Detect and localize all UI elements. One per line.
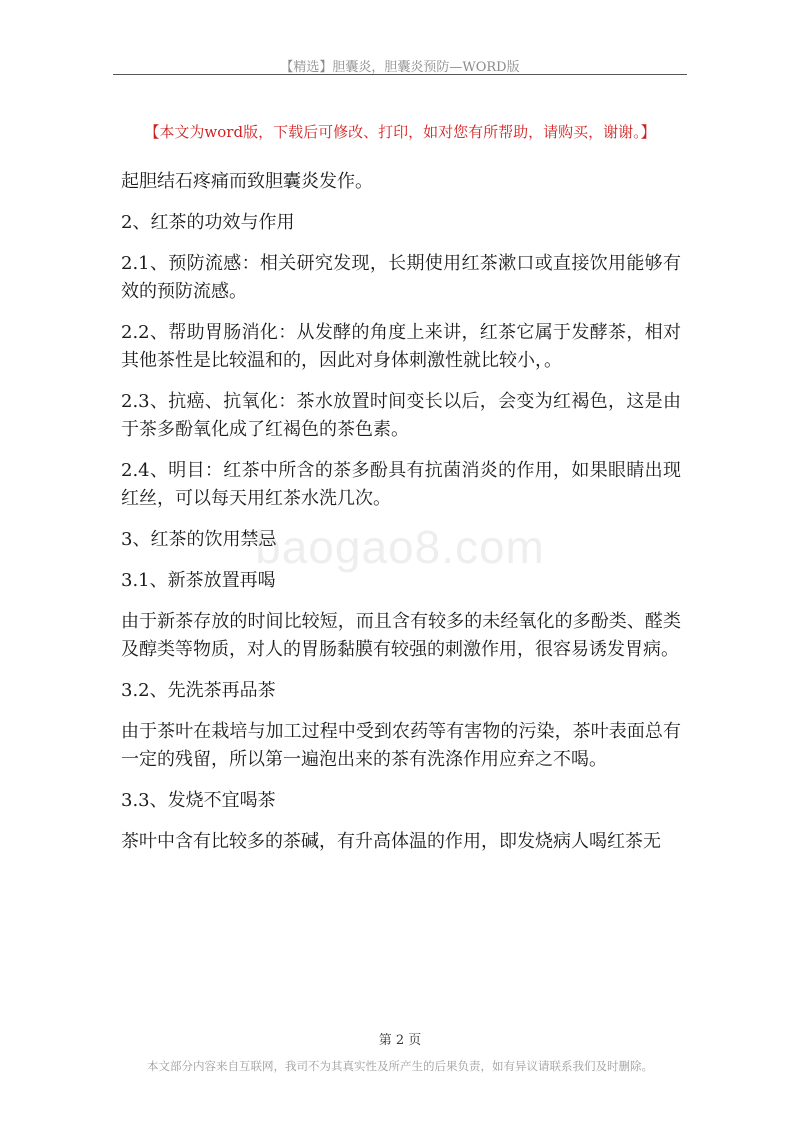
paragraph: 2.3、抗癌、抗氧化：茶水放置时间变长以后，会变为红褐色，这是由于茶多酚氧化成了红褐色的茶色素。 xyxy=(121,391,681,440)
paragraph: 2.2、帮助胃肠消化：从发酵的角度上来讲，红茶它属于发酵茶，相对其他茶性是比较温和的，因此对身体刺激性就比较小，。 xyxy=(121,322,681,371)
document-body xyxy=(121,168,681,869)
subsection-heading: 3.2、先洗茶再品茶 xyxy=(121,680,276,701)
download-notice: 【本文为word版，下载后可修改、打印，如对您有所帮助，请购买，谢谢。】 xyxy=(144,123,656,141)
paragraph: 由于茶叶在栽培与加工过程中受到农药等有害物的污染，茶叶表面总有一定的残留，所以第一遍泡出来的茶有洗涤作用应弃之不喝。 xyxy=(121,721,681,770)
page-number: 第 2 页 xyxy=(378,1033,422,1048)
section-heading: 2、红茶的功效与作用 xyxy=(121,212,295,233)
paragraph: 2.4、明目：红茶中所含的茶多酚具有抗菌消炎的作用，如果眼睛出现红丝，可以每天用红茶水洗几次。 xyxy=(121,460,681,509)
subsection-heading: 3.3、发烧不宜喝茶 xyxy=(121,790,276,811)
watermark: baogao8.com xyxy=(255,521,545,573)
paragraph: 起胆结石疼痛而致胆囊炎发作。 xyxy=(121,171,373,192)
header-divider xyxy=(113,74,687,75)
paragraph: 由于新茶存放的时间比较短，而且含有较多的未经氧化的多酚类、醛类及醇类等物质，对人的胃肠黏膜有较强的刺激作用，很容易诱发胃病。 xyxy=(121,611,681,660)
paragraph: 茶叶中含有比较多的茶碱，有升高体温的作用，即发烧病人喝红茶无 xyxy=(121,831,661,852)
subsection-heading: 3.1、新茶放置再喝 xyxy=(121,570,276,591)
paragraph: 2.1、预防流感：相关研究发现，长期使用红茶漱口或直接饮用能够有效的预防流感。 xyxy=(121,253,681,302)
section-heading: 3、红茶的饮用禁忌 xyxy=(121,529,277,550)
footer-disclaimer: 本文部分内容来自互联网，我司不为其真实性及所产生的后果负责，如有异议请联系我们及时删除。 xyxy=(147,1059,653,1073)
page-header-title: 【精选】胆囊炎，胆囊炎预防—WORD版 xyxy=(280,60,520,75)
